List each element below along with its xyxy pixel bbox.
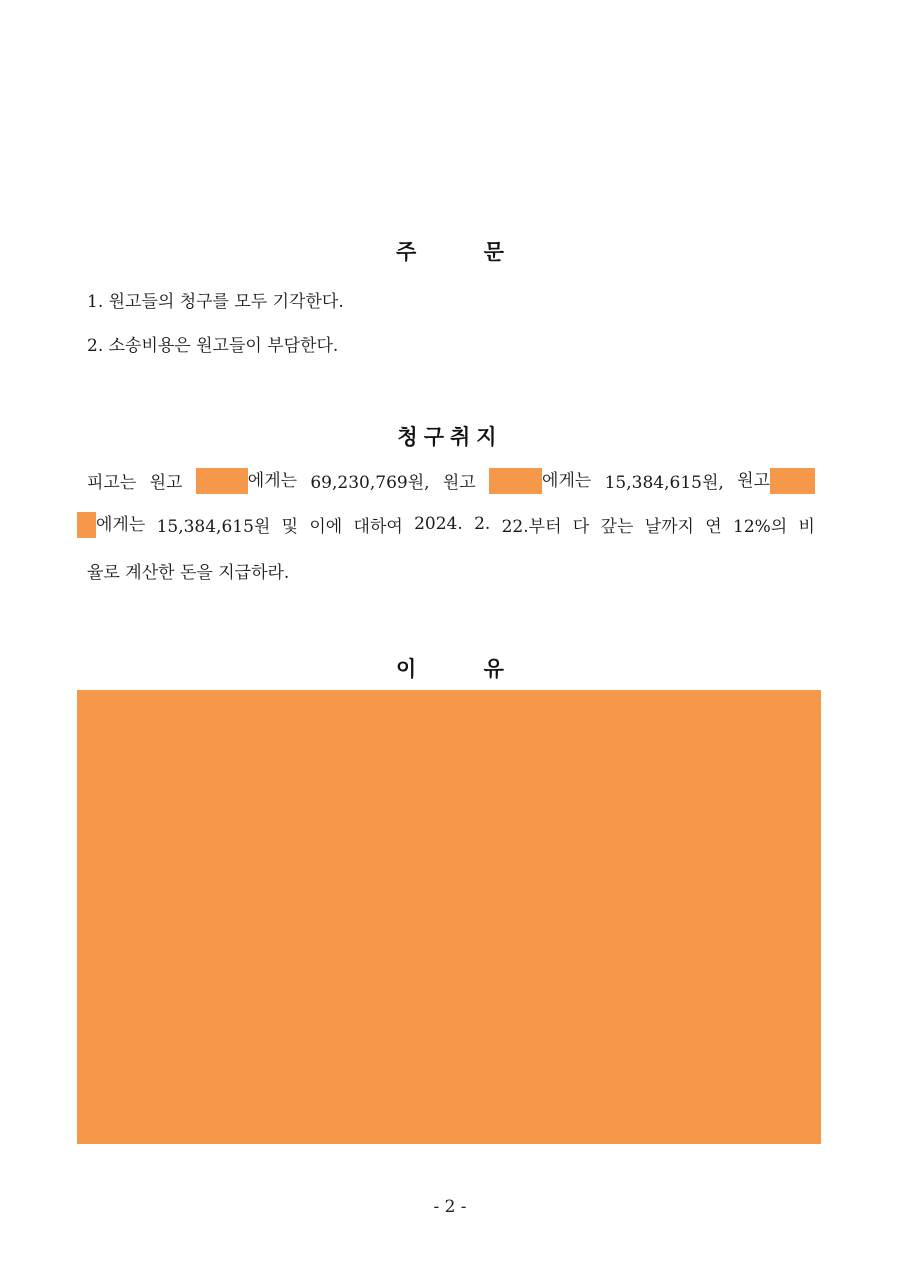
order-heading: 주 문 (396, 240, 504, 264)
reason-heading: 이 유 (396, 657, 504, 681)
claim-amount: 69,230,769원, (310, 472, 430, 493)
claim-word: 다 (572, 516, 590, 537)
claim-word: 날까지 (644, 516, 694, 537)
claim-word: 원고 (737, 470, 770, 491)
claim-word: 지급하라. (218, 563, 290, 583)
claim-word: 피고는 (87, 472, 137, 493)
claim-word: 2. (474, 514, 491, 534)
claim-line-1 (87, 466, 815, 494)
claim-phrase (77, 510, 145, 539)
redaction-block (489, 468, 542, 494)
claim-word: 이에 (309, 516, 343, 537)
claim-word: 율로 (87, 563, 120, 583)
claim-word: 비 (798, 516, 815, 537)
order-item-2: 2. 소송비용은 원고들이 부담한다. (87, 336, 339, 356)
claim-word: 에게는 (542, 470, 592, 491)
redacted-reasons-block (77, 690, 821, 1144)
redaction-block (77, 512, 96, 538)
claim-word: 계산한 (125, 563, 175, 583)
claim-phrase (196, 466, 297, 495)
page-number: - 2 - (433, 1197, 467, 1217)
claim-line-2 (77, 510, 815, 538)
claim-amount: 15,384,615원 (156, 516, 271, 537)
claim-word: 22.부터 (501, 516, 562, 537)
claim-word: 돈을 (179, 563, 213, 583)
claim-word: 12%의 (733, 516, 788, 537)
claim-phrase (489, 466, 591, 495)
redaction-block (196, 468, 248, 494)
claim-heading: 청구취지 (397, 425, 503, 449)
claim-word: 원고 (442, 472, 476, 493)
claim-word: 연 (705, 516, 722, 537)
order-item-1: 1. 원고들의 청구를 모두 기각한다. (87, 292, 344, 312)
claim-word: 갚는 (600, 516, 634, 537)
claim-phrase (737, 466, 815, 495)
claim-word: 에게는 (247, 470, 298, 491)
claim-word: 원고 (149, 472, 183, 493)
claim-amount: 15,384,615원, (604, 472, 724, 493)
claim-word: 2024. (414, 514, 463, 534)
claim-word: 대하여 (353, 516, 403, 537)
claim-word: 에게는 (96, 514, 146, 535)
claim-line-3 (87, 558, 289, 583)
redaction-block (770, 468, 815, 494)
claim-word: 및 (281, 516, 299, 537)
